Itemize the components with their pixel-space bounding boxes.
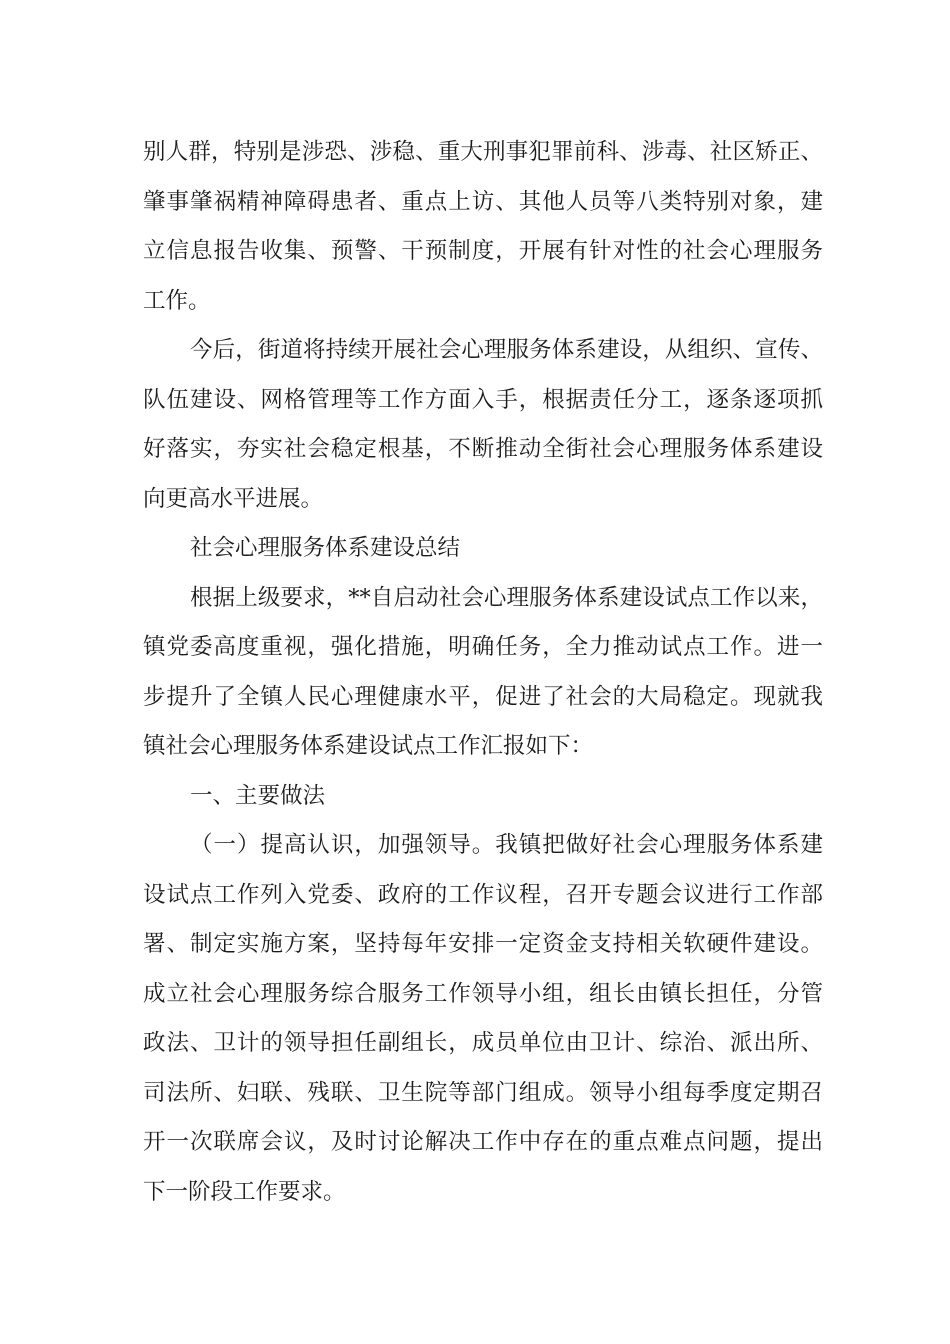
text-line: （一）提高认识，加强领导。我镇把做好社会心理服务体系建	[190, 832, 823, 858]
text-line: 今后，街道将持续开展社会心理服务体系建设，从组织、宣传、	[190, 337, 823, 363]
text-line: 工作。	[143, 287, 211, 314]
section-title: 社会心理服务体系建设总结	[190, 535, 461, 561]
text-line: 向更高水平进展。	[143, 485, 324, 512]
section-heading: 一、主要做法	[190, 782, 326, 809]
document-body	[143, 128, 823, 1217]
text-line: 别人群，特别是涉恐、涉稳、重大刑事犯罪前科、涉毒、社区矫正、	[143, 139, 823, 165]
text-line: 根据上级要求，**自启动社会心理服务体系建设试点工作以来，	[190, 584, 823, 611]
text-line: 设试点工作列入党委、政府的工作议程，召开专题会议进行工作部	[143, 881, 823, 908]
text-line: 司法所、妇联、残联、卫生院等部门组成。领导小组每季度定期召	[143, 1079, 823, 1106]
text-line: 好落实，夯实社会稳定根基，不断推动全街社会心理服务体系建设	[143, 436, 823, 462]
text-line: 政法、卫计的领导担任副组长，成员单位由卫计、综治、派出所、	[143, 1030, 823, 1056]
text-line: 署、制定实施方案，坚持每年安排一定资金支持相关软硬件建设。	[143, 931, 823, 957]
text-line: 步提升了全镇人民心理健康水平，促进了社会的大局稳定。现就我	[143, 683, 823, 710]
text-line: 镇社会心理服务体系建设试点工作汇报如下：	[143, 733, 594, 759]
text-line: 下一阶段工作要求。	[143, 1178, 346, 1205]
text-line: 开一次联席会议，及时讨论解决工作中存在的重点难点问题，提出	[143, 1129, 823, 1155]
text-line: 镇党委高度重视，强化措施，明确任务，全力推动试点工作。进一	[143, 634, 823, 660]
text-line: 立信息报告收集、预警、干预制度，开展有针对性的社会心理服务	[143, 238, 823, 264]
text-line: 队伍建设、网格管理等工作方面入手，根据责任分工，逐条逐项抓	[143, 386, 823, 413]
text-line: 肇事肇祸精神障碍患者、重点上访、其他人员等八类特别对象，建	[143, 188, 823, 215]
text-line: 成立社会心理服务综合服务工作领导小组，组长由镇长担任，分管	[143, 980, 823, 1007]
